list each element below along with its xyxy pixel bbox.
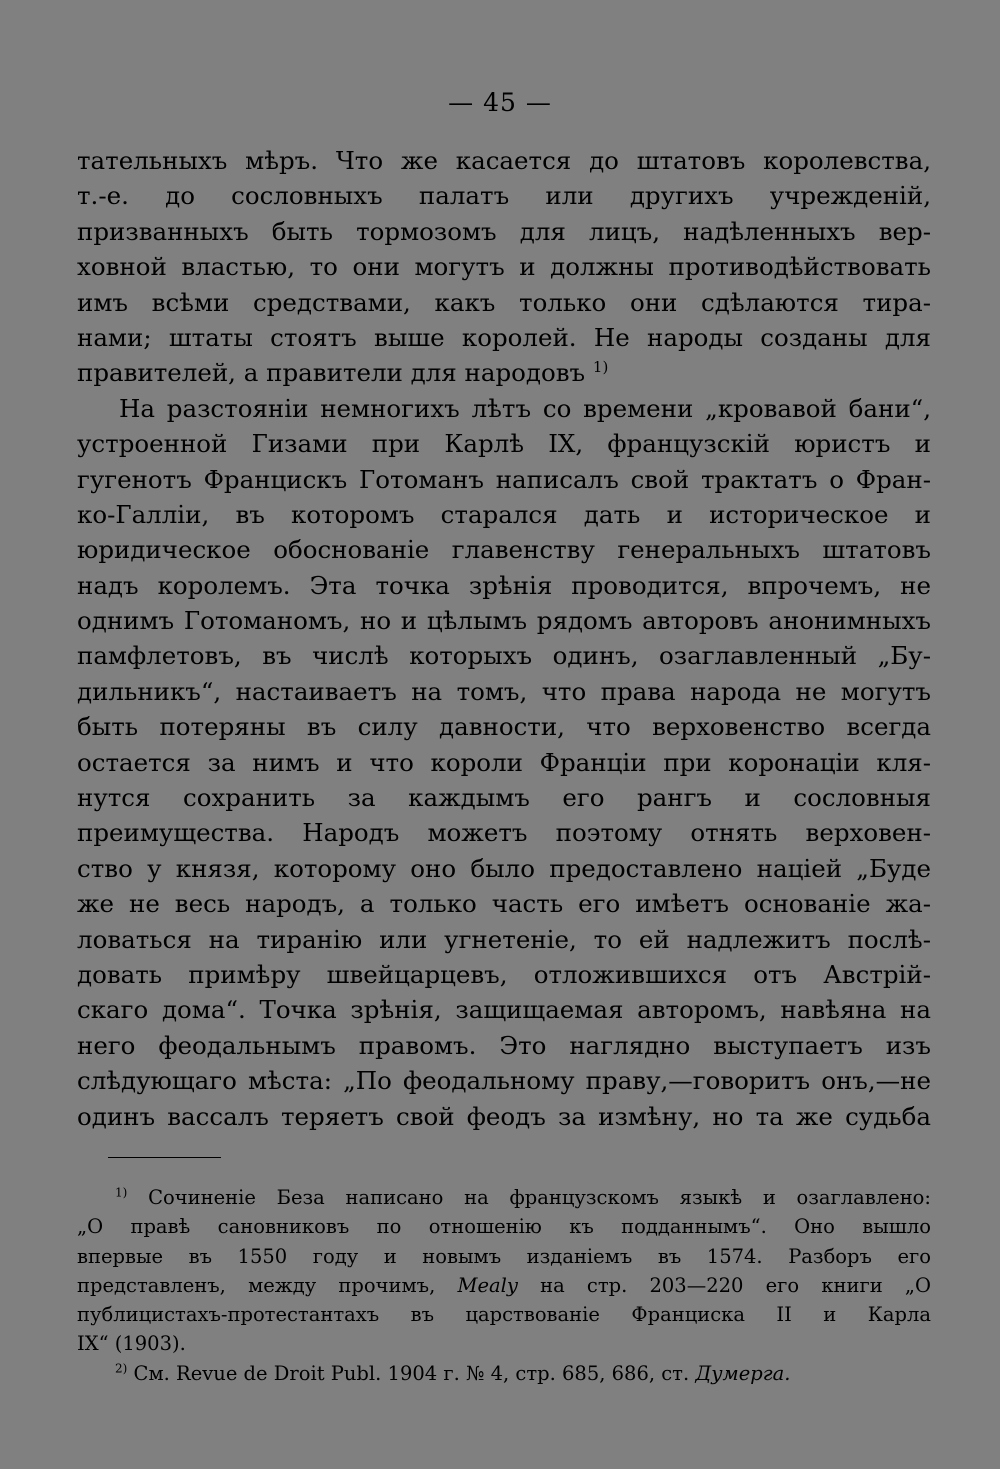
footnote-2-text: См. Revue de Droit Publ. 1904 г. № 4, стр. 685, 686, ст. <box>133 1361 690 1385</box>
footnote-1-text: представленъ, между прочимъ, <box>77 1273 436 1297</box>
text-line: т.-е. до сословныхъ палатъ или другихъ учрежденій, <box>77 181 931 211</box>
footnote-1-line: публицистахъ-протестантахъ въ царствованіе Франциска II и Карла <box>77 1303 931 1327</box>
text-line: нутся сохранить за каждымъ его рангъ и сословныя <box>77 783 931 813</box>
text-line: юридическое обоснованіе главенству генеральныхъ штатовъ <box>77 535 931 565</box>
text-line: ловаться на тиранію или угнетеніе, то ей надлежитъ послѣ- <box>77 924 931 954</box>
text-line: тательныхъ мѣръ. Что же касается до штатовъ королевства, <box>77 146 931 175</box>
text-line: него феодальнымъ правомъ. Это наглядно выступаетъ изъ <box>77 1030 931 1060</box>
text-line: ховной властью, то они могутъ и должны противодѣйствовать <box>77 252 931 282</box>
text-line: преимущества. Народъ можетъ поэтому отнять верховен- <box>77 818 931 848</box>
footnote-1-author: Mealy <box>457 1273 518 1297</box>
text-line: гугенотъ Францискъ Готоманъ написалъ свой трактатъ о Фран- <box>77 464 931 494</box>
footnote-1-line: IX“ (1903). <box>77 1332 186 1356</box>
text-line: ство у князя, которому оно было предоставлено націей „Буде <box>77 853 931 883</box>
main-text <box>77 143 931 1134</box>
footnote-1-line: впервые въ 1550 году и новымъ изданіемъ въ 1574. Разборъ его <box>77 1244 931 1268</box>
footnote-1-text: на стр. 203—220 его книги „О <box>540 1273 931 1297</box>
text-line-with-footnote <box>77 355 931 390</box>
text-line: довать примѣру швейцарцевъ, отложившихся отъ Австрій- <box>77 959 931 989</box>
text-line: надъ королемъ. Эта точка зрѣнія проводится, впрочемъ, не <box>77 570 931 600</box>
footnote-reference[interactable]: 1) <box>592 358 609 377</box>
text-line: нами; штаты стоятъ выше королей. Не народы созданы для <box>77 322 931 352</box>
footnote-divider <box>108 1157 221 1158</box>
text-line: памфлетовъ, въ числѣ которыхъ одинъ, озаглавленный „Бу- <box>77 641 931 671</box>
text-line: одинъ вассалъ теряетъ свой феодъ за измѣну, но та же судьба <box>77 1101 931 1131</box>
text-line: правителей, а правители для народовъ <box>77 358 586 388</box>
footnote-1-line <box>77 1183 931 1212</box>
text-line: дильникъ“, настаиваетъ на томъ, что права народа не могутъ <box>77 676 931 706</box>
text-line: однимъ Готоманомъ, но и цѣлымъ рядомъ авторовъ анонимныхъ <box>77 606 931 636</box>
footnotes <box>77 1183 931 1388</box>
text-line: призванныхъ быть тормозомъ для лицъ, надѣленныхъ вер- <box>77 216 931 246</box>
text-line: же не весь народъ, а только часть его имѣетъ основаніе жа- <box>77 889 931 919</box>
text-line: На разстояніи немногихъ лѣтъ со времени „кровавой бани“, <box>119 393 931 423</box>
footnote-2-author: Думерга. <box>695 1361 791 1385</box>
footnote-1-line <box>77 1271 931 1300</box>
footnote-1-text: Сочиненіе Беза написано на французскомъ языкѣ и озаглавлено: <box>148 1186 931 1209</box>
text-line: ко-Галліи, въ которомъ старался дать и историческое и <box>77 499 931 529</box>
text-line: скаго дома“. Точка зрѣнія, защищаемая авторомъ, навѣяна на <box>77 995 931 1025</box>
page-number: — 45 — <box>448 88 552 117</box>
text-line: быть потеряны въ силу давности, что верховенство всегда <box>77 712 931 742</box>
footnote-2-line <box>77 1359 931 1388</box>
text-line: устроенной Гизами при Карлѣ IX, французскій юристъ и <box>77 429 931 459</box>
footnote-1-marker: 1) <box>115 1185 128 1200</box>
text-line: имъ всѣми средствами, какъ только они сдѣлаются тира- <box>77 287 931 317</box>
text-line: остается за нимъ и что короли Франціи при коронаціи кля- <box>77 747 931 777</box>
footnote-2-marker: 2) <box>115 1361 128 1376</box>
text-line: слѣдующаго мѣста: „По феодальному праву,—говоритъ онъ,—не <box>77 1066 931 1096</box>
footnote-1-line: „О правѣ сановниковъ по отношенію къ подданнымъ“. Оно вышло <box>77 1215 931 1239</box>
